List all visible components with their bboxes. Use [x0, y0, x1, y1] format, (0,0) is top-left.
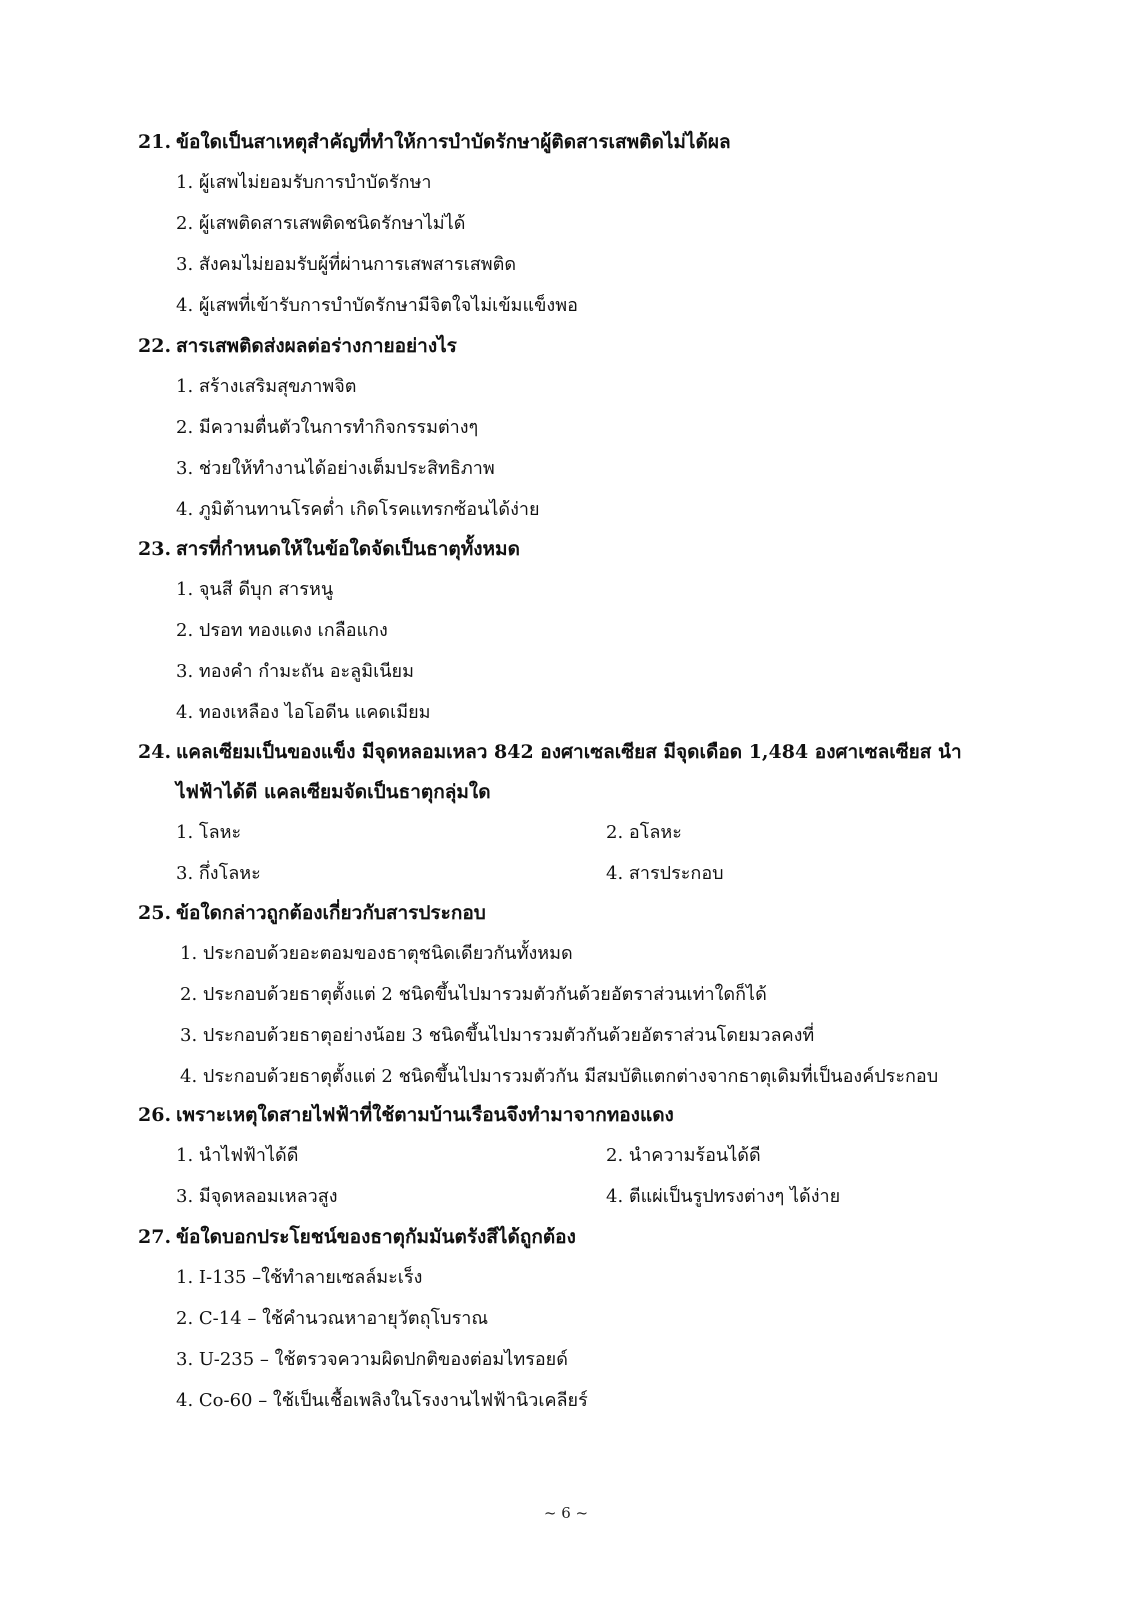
option-3: 3. ช่วยให้ทำงานได้อย่างเต็มประสิทธิภาพ: [176, 458, 495, 479]
question-number: 24.: [138, 741, 172, 763]
page-number: ~ 6 ~: [543, 1504, 589, 1522]
question-number: 23.: [138, 538, 172, 560]
question-stem: [138, 1095, 998, 1135]
question-24: [138, 732, 998, 894]
option-3: 3. มีจุดหลอมเหลวสูง: [176, 1186, 338, 1207]
option-3: 3. U-235 – ใช้ตรวจความผิดปกติของต่อมไทรอยด์: [176, 1349, 568, 1370]
option-4: 4. Co-60 – ใช้เป็นเชื้อเพลิงในโรงงานไฟฟ้านิวเคลียร์: [176, 1390, 588, 1411]
option-2: 2. ประกอบด้วยธาตุตั้งแต่ 2 ชนิดขึ้นไปมารวมตัวกันด้วยอัตราส่วนเท่าใดก็ได้: [180, 984, 767, 1005]
option-4: 4. ประกอบด้วยธาตุตั้งแต่ 2 ชนิดขึ้นไปมารวมตัวกัน มีสมบัติแตกต่างจากธาตุเดิมที่เป็นองค์ประกอบ: [180, 1066, 939, 1087]
option-1: 1. โลหะ: [176, 822, 242, 843]
question-22: [138, 326, 998, 530]
question-text: เพราะเหตุใดสายไฟฟ้าที่ใช้ตามบ้านเรือนจึงทำมาจากทองแดง: [176, 1104, 674, 1126]
question-number: 21.: [138, 131, 172, 153]
question-stem: [138, 1217, 998, 1257]
option-4: 4. ทองเหลือง ไอโอดีน แคดเมียม: [176, 702, 431, 723]
option-4: 4. สารประกอบ: [606, 863, 724, 884]
options-list: [176, 1257, 998, 1421]
question-text: สารที่กำหนดให้ในข้อใดจัดเป็นธาตุทั้งหมด: [176, 538, 520, 560]
options-list: [176, 569, 998, 733]
option-3: 3. ประกอบด้วยธาตุอย่างน้อย 3 ชนิดขึ้นไปมารวมตัวกันด้วยอัตราส่วนโดยมวลคงที่: [180, 1025, 815, 1046]
option-2: 2. ผู้เสพติดสารเสพติดชนิดรักษาไม่ได้: [176, 213, 466, 234]
question-stem: [138, 122, 998, 162]
options-list: [176, 366, 998, 530]
question-stem: [138, 893, 998, 933]
option-2: 2. มีความตื่นตัวในการทำกิจกรรมต่างๆ: [176, 417, 479, 438]
question-text: แคลเซียมเป็นของแข็ง มีจุดหลอมเหลว 842 องศาเซลเซียส มีจุดเดือด 1,484 องศาเซลเซียส นำไฟฟ้าได้ดี แคลเซียมจัดเป็นธาตุกลุ่มใด: [176, 741, 962, 803]
option-4: 4. ผู้เสพที่เข้ารับการบำบัดรักษามีจิตใจไม่เข้มแข็งพอ: [176, 295, 578, 316]
question-21: [138, 122, 998, 326]
option-2: 2. อโลหะ: [606, 822, 682, 843]
option-1: 1. I-135 –ใช้ทำลายเซลล์มะเร็ง: [176, 1267, 423, 1288]
options-list: [176, 162, 998, 326]
option-4: 4. ภูมิต้านทานโรคต่ำ เกิดโรคแทรกซ้อนได้ง่าย: [176, 499, 540, 520]
option-4: 4. ตีแผ่เป็นรูปทรงต่างๆ ได้ง่าย: [606, 1186, 841, 1207]
question-stem: [138, 732, 998, 812]
option-3: 3. สังคมไม่ยอมรับผู้ที่ผ่านการเสพสารเสพติด: [176, 254, 517, 275]
option-1: 1. นำไฟฟ้าได้ดี: [176, 1145, 299, 1166]
question-text: ข้อใดบอกประโยชน์ของธาตุกัมมันตรังสีได้ถูกต้อง: [176, 1226, 576, 1248]
question-23: [138, 529, 998, 733]
options-list: [180, 933, 998, 1097]
question-27: [138, 1217, 998, 1421]
option-3: 3. กึ่งโลหะ: [176, 863, 261, 884]
option-2: 2. ปรอท ทองแดง เกลือแกง: [176, 620, 388, 641]
question-number: 22.: [138, 335, 172, 357]
question-stem: [138, 529, 998, 569]
question-25: [138, 893, 998, 1097]
question-number: 26.: [138, 1104, 172, 1126]
question-number: 25.: [138, 902, 172, 924]
option-3: 3. ทองคำ กำมะถัน อะลูมิเนียม: [176, 661, 414, 682]
question-26: [138, 1095, 998, 1217]
options-grid: [176, 812, 998, 894]
option-2: 2. C-14 – ใช้คำนวณหาอายุวัตถุโบราณ: [176, 1308, 489, 1329]
option-1: 1. จุนสี ดีบุก สารหนู: [176, 579, 334, 600]
question-stem: [138, 326, 998, 366]
options-grid: [176, 1135, 998, 1217]
question-text: สารเสพติดส่งผลต่อร่างกายอย่างไร: [176, 335, 457, 357]
question-number: 27.: [138, 1226, 172, 1248]
option-1: 1. สร้างเสริมสุขภาพจิต: [176, 376, 357, 397]
option-1: 1. ผู้เสพไม่ยอมรับการบำบัดรักษา: [176, 172, 432, 193]
option-1: 1. ประกอบด้วยอะตอมของธาตุชนิดเดียวกันทั้งหมด: [180, 943, 573, 964]
question-text: ข้อใดกล่าวถูกต้องเกี่ยวกับสารประกอบ: [176, 902, 486, 924]
option-2: 2. นำความร้อนได้ดี: [606, 1145, 761, 1166]
question-text: ข้อใดเป็นสาเหตุสำคัญที่ทำให้การบำบัดรักษาผู้ติดสารเสพติดไม่ได้ผล: [176, 131, 731, 153]
